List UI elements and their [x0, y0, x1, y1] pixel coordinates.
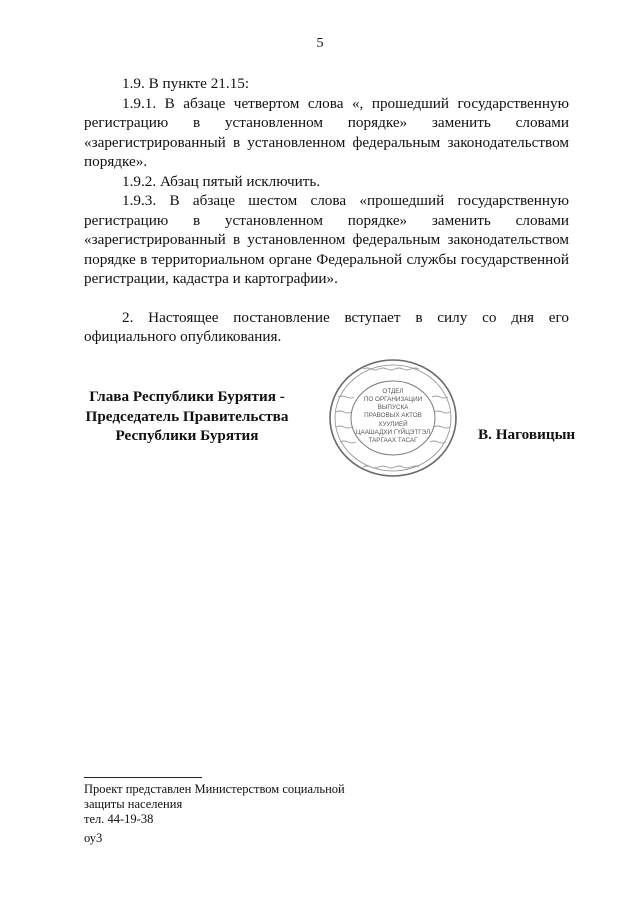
- paragraph-1-9-3: 1.9.3. В абзаце шестом слова «прошедший государственную регистрацию в установленном порядке» заменить словами «зарегистрированный в установленном федеральным законодательством порядке в территориальном органе Федеральной службы государственной регистрации, кадастра и картографии».: [84, 192, 569, 287]
- official-seal-stamp: [318, 357, 468, 479]
- footnote-divider: [84, 777, 202, 778]
- seal-line: ЦААШАДХИ ГҮЙЦЭТГЭЛ: [355, 429, 431, 436]
- paragraph-1-9: 1.9. В пункте 21.15:: [122, 75, 250, 92]
- footnote-line: защиты населения: [84, 797, 183, 811]
- seal-line: ВЫПУСКА: [377, 404, 409, 411]
- footnote-line: тел. 44-19-38: [84, 812, 154, 826]
- signatory-title-line: Республики Бурятия: [115, 427, 259, 444]
- seal-line: ТАРГААХ ТАСАГ: [368, 437, 418, 444]
- document-code: оу3: [84, 831, 103, 845]
- signatory-name: В. Наговицын: [478, 426, 576, 443]
- footnote-line: Проект представлен Министерством социальной: [84, 782, 345, 796]
- seal-line: ПО ОРГАНИЗАЦИИ: [363, 396, 423, 403]
- signatory-title: [84, 387, 290, 446]
- paragraph-1-9-1: 1.9.1. В абзаце четвертом слова «, прошедший государственную регистрацию в установленном порядке» заменить словами «зарегистрированный в установленном федеральным законодательством порядке».: [84, 94, 569, 170]
- document-body: [84, 74, 569, 347]
- page-number: 5: [316, 36, 324, 51]
- footnote: [84, 782, 345, 827]
- paragraph-2: 2. Настоящее постановление вступает в силу со дня его официального опубликования.: [84, 308, 569, 345]
- signatory-title-line: Глава Республики Бурятия -: [89, 388, 285, 405]
- seal-line: ПРАВОВЫХ АКТОВ: [364, 412, 422, 419]
- paragraph-1-9-2: 1.9.2. Абзац пятый исключить.: [122, 172, 321, 190]
- signatory-title-line: Председатель Правительства: [85, 407, 289, 425]
- seal-line: ХУУЛИЕЙ: [378, 421, 408, 428]
- seal-line: ОТДЕЛ: [382, 388, 404, 395]
